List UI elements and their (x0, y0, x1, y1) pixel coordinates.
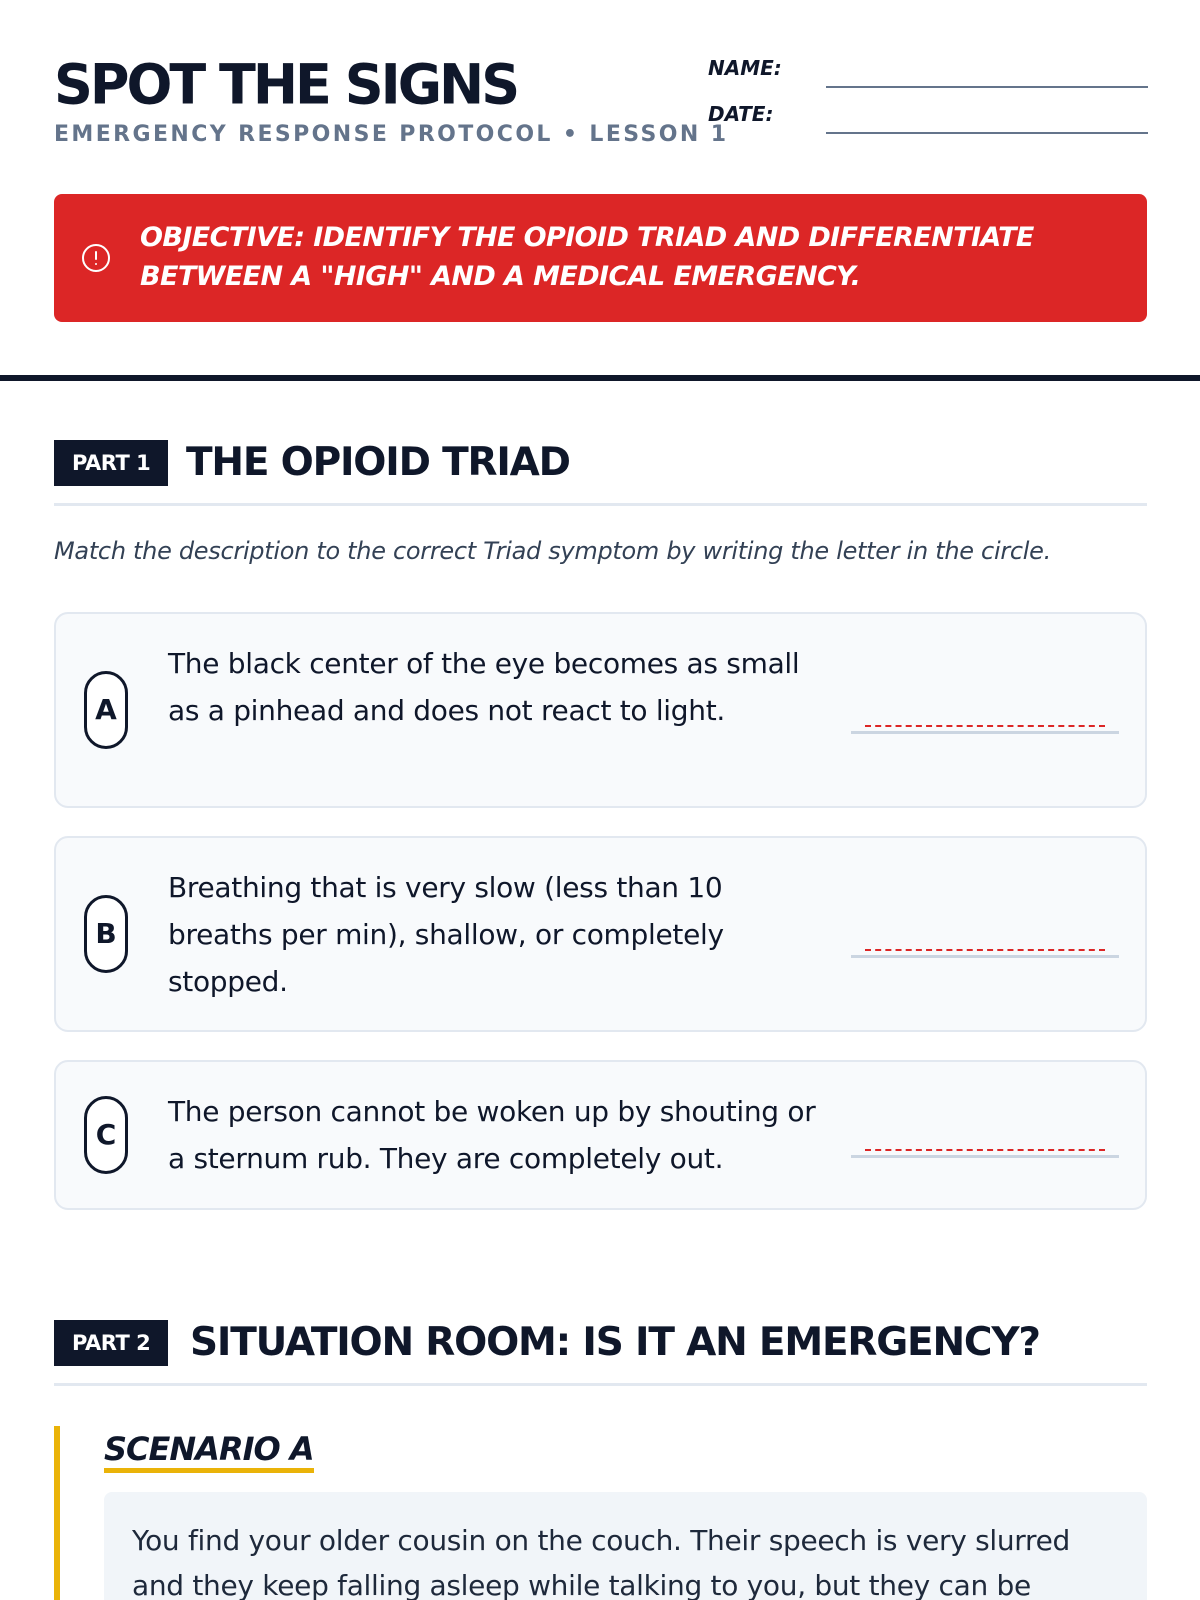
objective-banner (54, 194, 1147, 322)
answer-line-b[interactable] (851, 944, 1119, 958)
section-divider (0, 375, 1200, 381)
part1-instruction: Match the description to the correct Triad symptom by writing the letter in the circle. (54, 537, 1051, 565)
letter-pill-a: A (84, 671, 128, 749)
part2-badge: PART 2 (54, 1320, 168, 1366)
answer-line-a[interactable] (851, 720, 1119, 734)
scenario-title: SCENARIO A (104, 1430, 314, 1473)
letter-pill-b: B (84, 895, 128, 973)
part1-badge: PART 1 (54, 440, 168, 486)
date-label: DATE: (708, 102, 774, 126)
match-description-b: Breathing that is very slow (less than 10 breaths per min), shallow, or completely stopped. (168, 871, 724, 998)
name-input-line[interactable] (826, 86, 1148, 88)
alert-circle-icon (82, 244, 110, 272)
part1-header (54, 440, 1147, 506)
date-input-line[interactable] (826, 132, 1148, 134)
page-subtitle: EMERGENCY RESPONSE PROTOCOL • LESSON 1 (54, 122, 729, 147)
scenario-box (104, 1492, 1147, 1600)
part1-title: THE OPIOID TRIAD (186, 440, 570, 485)
part2-header (54, 1320, 1147, 1386)
scenario-a (54, 1426, 1147, 1600)
name-field[interactable] (708, 56, 1148, 96)
answer-line-c[interactable] (851, 1144, 1119, 1158)
letter-pill-c: C (84, 1096, 128, 1174)
date-field[interactable] (708, 102, 1148, 142)
match-card-c (54, 1060, 1147, 1210)
match-description-a: The black center of the eye becomes as small as a pinhead and does not react to light. (168, 647, 800, 727)
scenario-text: You find your older cousin on the couch. Their speech is very slurred and they keep falling asleep while talking to you, but they can be (132, 1524, 1071, 1600)
match-card-b (54, 836, 1147, 1032)
page-title: SPOT THE SIGNS (54, 52, 518, 117)
page-header (54, 54, 1147, 154)
match-card-a (54, 612, 1147, 808)
match-description-c: The person cannot be woken up by shouting or a sternum rub. They are completely out. (168, 1095, 816, 1175)
part2-title: SITUATION ROOM: IS IT AN EMERGENCY? (190, 1320, 1040, 1365)
objective-text: OBJECTIVE: IDENTIFY THE OPIOID TRIAD AND DIFFERENTIATE BETWEEN A "HIGH" AND A MEDICAL EMERGENCY. (140, 222, 1034, 292)
name-label: NAME: (708, 56, 782, 80)
